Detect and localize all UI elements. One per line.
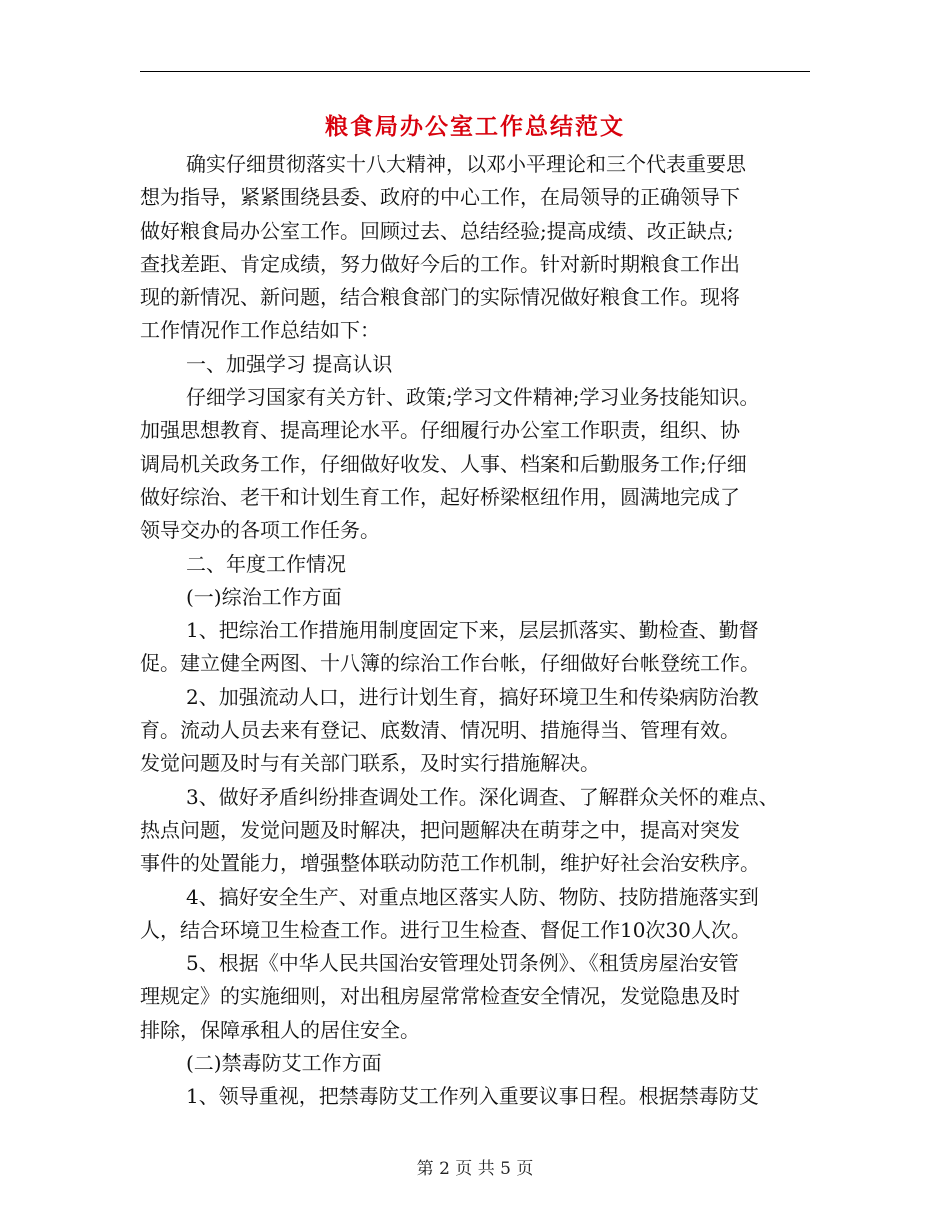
page-number-footer: 第 2 页 共 5 页 xyxy=(416,1159,534,1179)
text-line: 理规定》的实施细则，对出租房屋常常检查安全情况，发觉隐患及时 xyxy=(140,984,740,1009)
text-line: 热点问题，发觉问题及时解决，把问题解决在萌芽之中，提高对突发 xyxy=(140,817,740,842)
text-line: 3、做好矛盾纠纷排查调处工作。深化调查、了解群众关怀的难点、 xyxy=(186,784,779,809)
text-line: (二)禁毒防艾工作方面 xyxy=(186,1051,382,1076)
text-line: 5、根据《中华人民共国治安管理处罚条例》、《租赁房屋治安管 xyxy=(186,951,739,976)
text-line: 1、把综治工作措施用制度固定下来，层层抓落实、勤检查、勤督 xyxy=(186,618,759,643)
text-line: 想为指导，紧紧围绕县委、政府的中心工作，在局领导的正确领导下 xyxy=(140,185,740,210)
text-line: 做好粮食局办公室工作。回顾过去、总结经验;提高成绩、改正缺点; xyxy=(140,218,734,243)
text-line: 1、领导重视，把禁毒防艾工作列入重要议事日程。根据禁毒防艾 xyxy=(186,1084,759,1109)
text-line: 事件的处置能力，增强整体联动防范工作机制，维护好社会治安秩序。 xyxy=(140,851,760,876)
text-line: 4、搞好安全生产、对重点地区落实人防、物防、技防措施落实到 xyxy=(186,884,759,909)
text-line: 二、年度工作情况 xyxy=(186,551,346,576)
text-line: 工作情况作工作总结如下： xyxy=(140,318,380,343)
text-line: 一、加强学习 提高认识 xyxy=(186,351,393,376)
text-line: 2、加强流动人口，进行计划生育，搞好环境卫生和传染病防治教 xyxy=(186,684,759,709)
text-line: 仔细学习国家有关方针、政策;学习文件精神;学习业务技能知识。 xyxy=(186,385,760,410)
text-line: 查找差距、肯定成绩，努力做好今后的工作。针对新时期粮食工作出 xyxy=(140,251,740,276)
text-line: 人，结合环境卫生检查工作。进行卫生检查、督促工作10次30人次。 xyxy=(140,917,751,942)
text-line: 发觉问题及时与有关部门联系，及时实行措施解决。 xyxy=(140,751,600,776)
document-title: 粮食局办公室工作总结范文 xyxy=(325,113,625,140)
text-line: 育。流动人员去来有登记、底数清、情况明、措施得当、管理有效。 xyxy=(140,718,740,743)
text-line: 领导交办的各项工作任务。 xyxy=(140,518,380,543)
text-line: 促。建立健全两图、十八簿的综治工作台帐，仔细做好台帐登统工作。 xyxy=(140,651,760,676)
text-line: 加强思想教育、提高理论水平。仔细履行办公室工作职责，组织、协 xyxy=(140,418,740,443)
header-rule xyxy=(140,71,810,72)
text-line: 排除，保障承租人的居住安全。 xyxy=(140,1017,420,1042)
text-line: 现的新情况、新问题，结合粮食部门的实际情况做好粮食工作。现将 xyxy=(140,285,740,310)
text-line: (一)综治工作方面 xyxy=(186,584,342,609)
text-line: 做好综治、老干和计划生育工作，起好桥梁枢纽作用，圆满地完成了 xyxy=(140,484,740,509)
text-line: 调局机关政务工作，仔细做好收发、人事、档案和后勤服务工作;仔细 xyxy=(140,451,747,476)
document-body xyxy=(140,148,830,1114)
text-line: 确实仔细贯彻落实十八大精神，以邓小平理论和三个代表重要思 xyxy=(186,152,746,176)
